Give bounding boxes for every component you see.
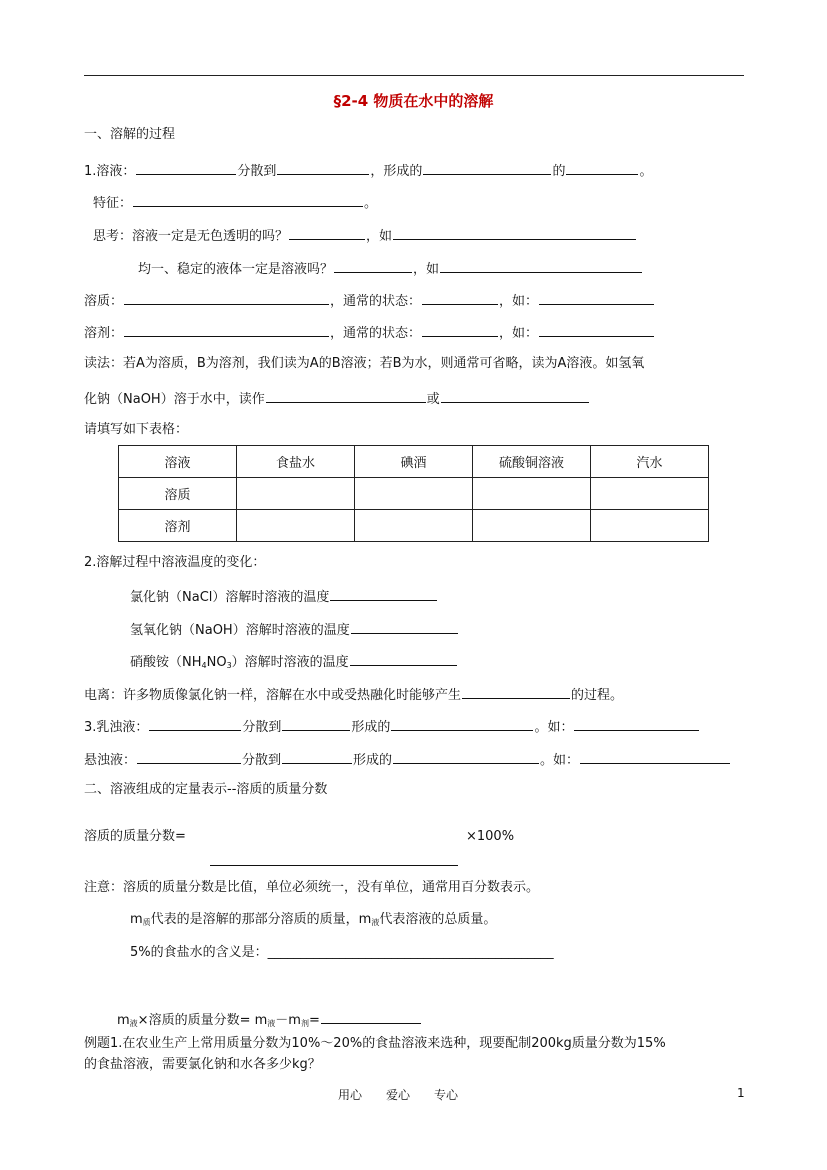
blank[interactable] — [440, 259, 642, 273]
think-line-1: 思考：溶液一定是无色透明的吗？ ，如 — [93, 226, 637, 245]
blank[interactable] — [441, 389, 589, 403]
table-cell[interactable] — [355, 478, 473, 510]
table-row — [119, 478, 709, 510]
feature-line: 特征： 。 — [93, 193, 377, 212]
blank[interactable] — [393, 750, 539, 764]
table-cell[interactable] — [237, 510, 355, 542]
ionization-line: 电离：许多物质像氯化钠一样，溶解在水中或受热融化时能够产生 的过程。 — [84, 685, 623, 704]
mass-definition-line: $m_质$代表的是溶解的那部分溶质的质量，$m_液$代表溶液的总质量。 — [130, 912, 497, 927]
note-line: 注意：溶质的质量分数是比值，单位必须统一，没有单位，通常用百分数表示。 — [84, 880, 540, 895]
blank[interactable] — [282, 750, 352, 764]
blank[interactable] — [422, 291, 498, 305]
formula-times-100: ×100% — [466, 829, 515, 844]
solution-definition-line: 1.溶液： 分散到 ，形成的 的 。 — [84, 161, 652, 180]
blank[interactable] — [539, 323, 654, 337]
table-cell[interactable] — [473, 510, 591, 542]
table-row-label: 溶质 — [119, 478, 237, 510]
blank[interactable] — [334, 259, 412, 273]
temperature-heading: 2.溶解过程中溶液温度的变化： — [84, 555, 266, 570]
blank[interactable] — [422, 323, 498, 337]
table-intro: 请填写如下表格： — [84, 422, 189, 437]
page-number: 1 — [737, 1086, 745, 1100]
naoh-line: 氢氧化钠（NaOH）溶解时溶液的温度 — [130, 620, 459, 639]
blank[interactable] — [133, 193, 363, 207]
reading-text-1: 读法：若A为溶质，B为溶剂，我们读为A的B溶液；若B为水，则通常可省略，读为A溶液。如氢氧 — [84, 356, 645, 371]
formula-label: 溶质的质量分数= — [84, 829, 186, 844]
table-cell[interactable] — [355, 510, 473, 542]
blank[interactable] — [566, 161, 638, 175]
formula-fraction-bar — [210, 865, 458, 866]
table-header-cell: 硫酸铜溶液 — [473, 446, 591, 478]
blank[interactable] — [423, 161, 551, 175]
blank[interactable] — [289, 226, 365, 240]
blank[interactable] — [351, 620, 458, 634]
example-line-1: 例题1.在农业生产上常用质量分数为10%～20%的食盐溶液来选种，现要配制200kg质量分数为15% — [84, 1036, 666, 1051]
table-row-label: 溶剂 — [119, 510, 237, 542]
blank[interactable] — [350, 652, 457, 666]
blank[interactable] — [266, 389, 426, 403]
blank[interactable] — [391, 717, 533, 731]
table-cell[interactable] — [473, 478, 591, 510]
nacl-line: 氯化钠（NaCl）溶解时溶液的温度 — [130, 587, 438, 606]
section-1-heading: 一、溶解的过程 — [84, 127, 176, 142]
table-cell[interactable] — [591, 478, 709, 510]
example-line-2: 的食盐溶液，需要氯化钠和水各多少kg？ — [84, 1057, 321, 1072]
meaning-line: 5%的食盐水的含义是：____________________________________________ — [130, 945, 554, 960]
blank[interactable] — [580, 750, 730, 764]
page-title: §2-4 物质在水中的溶解 — [333, 92, 494, 110]
blank[interactable] — [137, 750, 241, 764]
table-row — [119, 510, 709, 542]
blank[interactable] — [393, 226, 636, 240]
blank[interactable] — [149, 717, 241, 731]
header-rule — [84, 75, 744, 76]
blank[interactable] — [539, 291, 654, 305]
calc-line: $m_液\times$溶质的质量分数= $m_液-m_剂=$ — [117, 1010, 422, 1032]
reading-text-2: 化钠（NaOH）溶于水中，读作 或 — [84, 389, 590, 408]
think-line-2: 均一、稳定的液体一定是溶液吗？ ，如 — [138, 259, 643, 278]
solution-table — [118, 445, 709, 542]
table-header-cell: 溶液 — [119, 446, 237, 478]
section-2-heading: 二、溶液组成的定量表示--溶质的质量分数 — [84, 782, 328, 797]
blank[interactable] — [462, 685, 570, 699]
emulsion-line: 3.乳浊液： 分散到 形成的 。如： — [84, 717, 700, 736]
table-cell[interactable] — [237, 478, 355, 510]
solvent-line: 溶剂： ，通常的状态： ，如： — [84, 323, 655, 342]
table-header-row — [119, 446, 709, 478]
blank[interactable] — [277, 161, 369, 175]
table-header-cell: 食盐水 — [237, 446, 355, 478]
blank[interactable] — [321, 1010, 421, 1024]
suspension-line: 悬浊液： 分散到 形成的 。如： — [84, 750, 731, 769]
nh4no3-line: 硝酸铵$(NH_4NO_3)$溶解时溶液的温度 — [130, 652, 458, 674]
blank[interactable] — [330, 587, 437, 601]
blank[interactable] — [124, 323, 329, 337]
blank[interactable] — [136, 161, 236, 175]
table-cell[interactable] — [591, 510, 709, 542]
blank[interactable] — [574, 717, 699, 731]
blank[interactable] — [282, 717, 350, 731]
blank[interactable] — [124, 291, 329, 305]
footer-motto: 用心 爱心 专心 — [338, 1088, 459, 1102]
table-header-cell: 汽水 — [591, 446, 709, 478]
solute-line: 溶质： ，通常的状态： ，如： — [84, 291, 655, 310]
table-header-cell: 碘酒 — [355, 446, 473, 478]
